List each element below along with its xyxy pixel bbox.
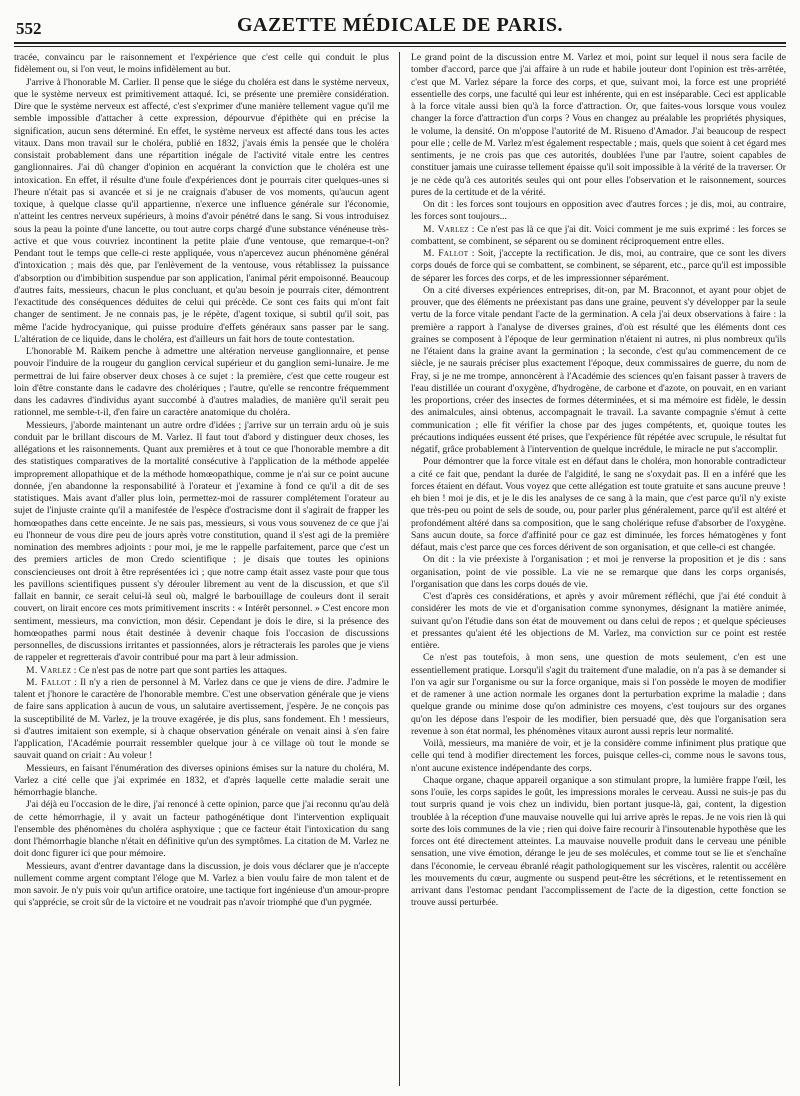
paragraph-text: On dit : la vie préexiste à l'organisation ; et moi je renverse la proposition et je dis : sans organisation, point de vie possible. La vie ne se remarque que dans les corps organisés, l'organisation que dans les corps doués de vie. (411, 554, 786, 590)
speaker-name: M. Varlez (423, 223, 469, 235)
paragraph (411, 456, 786, 554)
paragraph (411, 652, 786, 738)
header-rule-thin (14, 46, 786, 47)
speaker-name: M. Fallot (423, 248, 469, 259)
paragraph (14, 52, 389, 77)
paragraph (14, 665, 389, 677)
paragraph-text: : Ce n'est pas de notre part que sont parties les attaques. (71, 664, 288, 676)
paragraph-text: On a cité diverses expériences entreprises, dit-on, par M. Braconnot, et ayant pour objet de prouver, que des éléments ne préexistant pas dans une graine, peuvent s'y développer par la seule vertu de la force vitale pendant l'acte de la germination. A cela j'ai deux observations à faire : la première a rapport à l'analyse de diverses graines, d'où est résulté que les éléments dont ces graines se composent à l'époque de leur germination n'étaient ni autres, ni plus nombreux qu'ils ne l'étaient dans la graine avant la germination ; la seconde, c'est qu'au commencement de ce siècle, je ne saurais préciser plus exactement l'époque, deux commissaires de guerre, du nom de Fray, si je ne me trompe, annoncèrent à l'Académie des sciences qu'en faisant passer à travers de l'eau distillée un courant d'oxygène, d'hydrogène, de carbone et d'azote, on pouvait, en en variant les proportions, créer des insectes de formes déterminées, et si ma mémoire est fidèle, le dessin des animalcules, ainsi obtenus, accompagnait le travail. La savante compagnie s'émut à cette communication ; elle fit vérifier la chose par des juges compétents, et, quoique toutes les précautions indiquées eussent été prises, que l'expérience fût répétée avec scrupule, le résultat fut négatif, grâce probablement à l'intervention de quelque incrédule, le miracle ne put s'accomplir. (411, 284, 786, 455)
paragraph (411, 285, 786, 457)
paragraph (14, 799, 389, 860)
paragraph-text: tracée, convaincu par le raisonnement et l'expérience que c'est celle qui conduit le plus fidèlement ou, si l'on veut, le moins infidèlement au but. (14, 52, 389, 76)
paragraph (411, 775, 786, 910)
paragraph (411, 224, 786, 249)
paragraph (411, 738, 786, 775)
paragraph-text: Chaque organe, chaque appareil organique a son stimulant propre, la lumière frappe l'œil, les sons l'ouïe, les corps sapides le goût, les impressions morales le cerveau. Aussi ne suis-je pas du tout surpris quand je vois chez un individu, bien portant jusque-là, gai, content, la digestion troublée à la réception d'une mauvaise nouvelle qui lui arrive après le repas. Je ne vois rien là qui sorte des lois communes de la vie ; rien qui doive faire recourir à l'insoutenable hypothèse que les forces ont été directement atteintes. La mauvaise nouvelle produit dans le cerveau une pénible sensation, une vive émotion, dérange le jeu de ses molécules, et comme tout se lie et s'enchaîne dans l'économie, le cerveau ébranlé réagit pathologiquement sur les viscères, ralentit ou accélère les mouvements du cœur, augmente ou suspend peut-être les sécrétions, et le retentissement en arrivant dans l'estomac pendant l'accomplissement de l'acte de la digestion, cette fonction se trouve aussi perturbée. (411, 774, 786, 909)
paragraph-text: : Ce n'est pas là ce que j'ai dit. Voici comment je me suis exprimé : les forces se combattent, se combinent, se séparent ou se dominent réciproquement entre elles. (411, 223, 786, 247)
paragraph (411, 199, 786, 224)
paragraph (14, 763, 389, 800)
left-column (14, 52, 389, 1086)
paragraph-text: Messieurs, en faisant l'énumération des diverses opinions émises sur la nature du choléra, M. Varlez a cité celle que j'ai exprimée en 1832, et d'après laquelle cette maladie serait une hémorrhagie blanche. (14, 762, 389, 798)
paragraph-text: C'est d'après ces considérations, et après y avoir mûrement réfléchi, que j'ai été conduit à considérer les mots de vie et d'organisation comme synonymes, désignant la matière animée, suivant qu'on l'étudie dans son état de mouvement ou dans celui de repos ; et quelque spécieuses et pressantes qu'aient été les objections de M. Varlez, ma conviction sur ce point est restée entière. (411, 591, 786, 651)
header-rule (14, 42, 786, 44)
paragraph (411, 554, 786, 591)
paragraph-text: J'ai déjà eu l'occasion de le dire, j'ai renoncé à cette opinion, parce que j'ai reconnu qu'au delà de cette hémorrhagie, il y avait un facteur pathogénétique dont l'intervention expliquait l'ensemble des phénomènes du choléra asphyxique ; que ce facteur était l'intoxication du sang dont l'hémorrhagie blanche n'était en définitive qu'un des symptômes. La citation de M. Varlez ne doit donc figurer ici que pour mémoire. (14, 799, 389, 860)
paragraph (14, 77, 389, 347)
column-divider (399, 52, 400, 1086)
paragraph-text: Voilà, messieurs, ma manière de voir, et je la considère comme infiniment plus pratique que celle qui tend à modifier directement les forces, puisque celles-ci, comme nous le savons tous, n'ont aucune existence indépendante des corps. (411, 738, 786, 774)
paragraph (14, 677, 389, 763)
article-columns (14, 52, 786, 1086)
paragraph-text: : Soit, j'accepte la rectification. Je dis, moi, au contraire, que ce sont les divers corps doués de force qui se combattent, se combinent, se séparent, etc., parce qu'il est impossible de séparer les forces des corps, et de les impressionner séparément. (411, 248, 786, 284)
paragraph (14, 346, 389, 420)
paragraph-text: J'arrive à l'honorable M. Carlier. Il pense que le siége du choléra est dans le système nerveux, que le système nerveux est primitivement attaqué. Ici, se présente une première considération. Dire que le système nerveux est affecté, c'est s'exprimer d'une manière tellement vague qu'il me semble impossible d'attacher à cette expression, dépourvue d'épithète qui en précise la signification, aucun sens déterminé. En effet, le système nerveux est affecté dans tous les actes vitaux. Dans mon travail sur le choléra, publié en 1832, j'avais émis la pensée que le choléra consistait probablement dans une répartition inégale de l'activité vitale entre les centres ganglionnaires. J'ai dû changer d'opinion en acquérant la conviction que le choléra est une intoxication. En effet, il résulte d'une foule d'expériences dont je pourrais citer quelques-unes si l'heure n'était pas si avancée et si je ne craignais d'abuser de vos moments, qu'aucun agent toxique, à quelque classe qu'il appartienne, n'exerce une influence générale sur l'économie, n'atteint les centres nerveux supérieurs, à moins d'avoir pénétré dans le sang. Si vous introduisez sous la peau la pointe d'une lancette, ou tout autre corps chargé d'une substance vénéneuse très-active et que vous couvriez incontinent la petite plaie d'une ventouse, que remarque-t-on? Pendant tout le temps que celle-ci reste appliquée, vous n'apercevez aucun phénomène général d'intoxication ; mais dès que, par l'enlèvement de la ventouse, vous rétablissez la puissance d'absorption ou d'imbibition suspendue par son application, l'animal périt empoisonné. Beaucoup d'autres faits, messieurs, chacun le plus concluant, et qu'au besoin je pourrais citer, démontrent l'exactitude des conséquences déduites de celui qui précède. Ce sont ces faits qui m'ont fait changer de sentiment. Je ne connais pas, je le répète, d'agent toxique, si subtil qu'il soit, pas même l'acide hydrocyanique, qui puisse produire d'effets généraux sans passer par le sang. L'altération de ce liquide, dans le choléra, est d'ailleurs un fait hors de toute contestation. (14, 76, 389, 345)
paragraph-text: Le grand point de la discussion entre M. Varlez et moi, point sur lequel il nous sera facile de tomber d'accord, parce que j'ai affaire à un rude et habile jouteur dont l'opinion est très-arrêtée, c'est que M. Varlez sépare la force des corps, et que, suivant moi, la force est une propriété essentielle des corps, une faculté qui leur est inhérente, qui en est inséparable. Ceci est applicable à la force vitale aussi bien qu'à la force d'attraction. Or, que faites-vous lorsque vous voulez changer la force d'attraction d'un corps ? Vous en changez au préalable les propriétés physiques, le volume, la densité. On m'oppose l'autorité de M. Risueno d'Amador. J'ai beaucoup de respect pour elle ; celle de M. Varlez m'est également respectable ; mais, quels que soient à cet égard mes sentiments, je ne crois pas que ces autorités, doublées l'une par l'autre, soient capables de constituer jamais une cuirasse tellement épaisse qu'il soit impossible à la vérité de la traverser. Or je ne cède qu'à ces autorités seules qui ont pour elles l'observation et le raisonnement, sources pures de la certitude et de la vérité. (411, 52, 786, 198)
speaker-name: M. Varlez (26, 664, 72, 676)
paragraph-text: Ce n'est pas toutefois, à mon sens, une question de mots seulement, c'en est une essentiellement pratique. Lorsqu'il s'agit du traitement d'une maladie, on n'a pas à se demander si l'on va agir sur l'organisme ou sur la force organique, mais si l'on possède le moyen de modifier et de ramener à une action normale les organes dont la perturbation exprime la maladie ; dans quelque grande ou minime dose qu'on administre ces moyens, c'est toujours sur des organes qu'on les dépose dans l'espoir de les modifier, bien persuadé que, dès que l'organisation sera revenue à son état normal, les phénomènes vitaux auront aussi repris leur normalité. (411, 652, 786, 737)
journal-title: GAZETTE MÉDICALE DE PARIS. (236, 14, 564, 36)
paragraph (411, 52, 786, 199)
right-column (411, 52, 786, 1086)
paragraph (14, 861, 389, 910)
paragraph-text: Pour démontrer que la force vitale est en défaut dans le choléra, mon honorable contradicteur a cité ce fait que, pendant la durée de l'algidité, le sang ne s'oxydait pas. Il en a inféré que les forces étaient en défaut. Vous voyez que cette allégation est toute gratuite et sans aucune preuve ! eh bien ! moi je dis, et je le dis les analyses de ce sang à la main, que c'est parce qu'il n'y existe que très-peu ou point de sels de soude, ou, pour parler plus généralement, parce qu'il est altéré et profondément altéré dans sa composition, que le sang cholérique refuse d'absorber de l'oxygène. Sans aucun doute, sa force d'affinité pour ce gaz est diminuée, les forces hématogènes y font défaut, mais c'est parce que ces forces dérivent de son organisation, et que celle-ci est changée. (411, 456, 786, 553)
paragraph-text: Messieurs, avant d'entrer davantage dans la discussion, je dois vous déclarer que je n'accepte nullement comme argent comptant l'éloge que M. Varlez a bien voulu faire de mon talent et de mon savoir. Je n'y puis voir qu'un artifice oratoire, une tactique fort ingénieuse d'un amour-propre qui s'apprécie, se croit sûr de la victoire et ne voudrait pas n'avoir triomphé que d'un pygmée. (14, 860, 389, 909)
paragraph-text: Messieurs, j'aborde maintenant un autre ordre d'idées ; j'arrive sur un terrain ardu où je suis conduit par le brillant discours de M. Varlez. Il faut tout d'abord y distinguer deux choses, les allégations et les raisonnements. Quant aux premières et à tout ce que l'honorable membre a dit des statistiques comparatives de la mortalité consécutive à l'application de la méthode appelée improprement allopathique et de la méthode homœopathique, comme je n'ai sur ce point aucune donnée, j'en abandonne la responsabilité à l'orateur et j'examine à fond ce qu'il a dit de ses statistiques. Mais avant d'aller plus loin, permettez-moi de rassurer complétement l'orateur au sujet de l'injuste crainte qu'il a manifestée de l'espèce d'ostracisme dont il s'agirait de frapper les homœopathes dans cette enceinte. Je ne sais pas, messieurs, si vous vous souvenez de ce que j'ai eu l'honneur de vous dire peu de jours après votre constitution, quand il s'est agi de la première nomination des membres adjoints : pour moi, je me le rappelle parfaitement, parce que c'est un des premiers articles de mon Credo scientifique ; je disais que toutes les opinions consciencieuses ont droit à être représentées ici ; que notre camp était assez vaste pour que tous les pavillons scientifiques pussent s'y dérouler librement au vent de la discussion, et que s'il fallait en bannir, ce serait celui-là seul où, malgré le barbouillage de couleurs dont il serait couvert, on lirait encore ces mots primitivement inscrits : « Intérêt personnel. » C'est encore mon sentiment, messieurs, ma conviction, mon désir. Cependant je dois le dire, si la présence des homœopathes parmi nous était destinée à devenir chaque fois l'occasion de discussions personnelles, de discussions irritantes et passionnées, alors je rétracterais les paroles que je viens de rappeler et regretterais d'avoir contribué pour ma part à leur admission. (14, 419, 389, 664)
paragraph (411, 591, 786, 652)
paragraph-text: L'honorable M. Raikem penche à admettre une altération nerveuse ganglionnaire, et pense pouvoir l'induire de la rougeur du ganglion cervical supérieur et du ganglion semi-lunaire. Je me permettrai de lui faire observer deux choses à ce sujet : la première, c'est que cette rougeur est loin d'être constante dans le cadavre des cholériques ; l'autre, qu'elle se rencontre fréquemment dans les cadavres d'individus ayant succombé à d'autres maladies, de manière qu'il serait peu rationnel, me semble-t-il, d'en faire un caractère anatomique du choléra. (14, 346, 389, 419)
paragraph (14, 420, 389, 665)
paragraph-text: : Il n'y a rien de personnel à M. Varlez dans ce que je viens de dire. J'admire le talent et j'honore le caractère de l'honorable membre. C'est une observation générale que je viens de faire sans application à aucun de vous, un salutaire avertissement, j'espère. Je ne conçois pas la susceptibilité de M. Varlez, je la trouve exagérée, je dis plus, sans fondement. Eh ! messieurs, si d'autres imitaient son exemple, si à chaque observation générale on venait ainsi à s'en faire l'application, l'Académie pourrait ressembler quelque jour à ce village où tout le monde se sauvait quand on criait : Au voleur ! (14, 676, 389, 762)
page-number: 552 (16, 19, 42, 38)
speaker-name: M. Fallot (26, 676, 72, 688)
paragraph-text: On dit : les forces sont toujours en opposition avec d'autres forces ; je dis, moi, au contraire, les forces sont toujours... (411, 199, 786, 223)
paragraph (411, 248, 786, 285)
running-head (14, 14, 786, 40)
